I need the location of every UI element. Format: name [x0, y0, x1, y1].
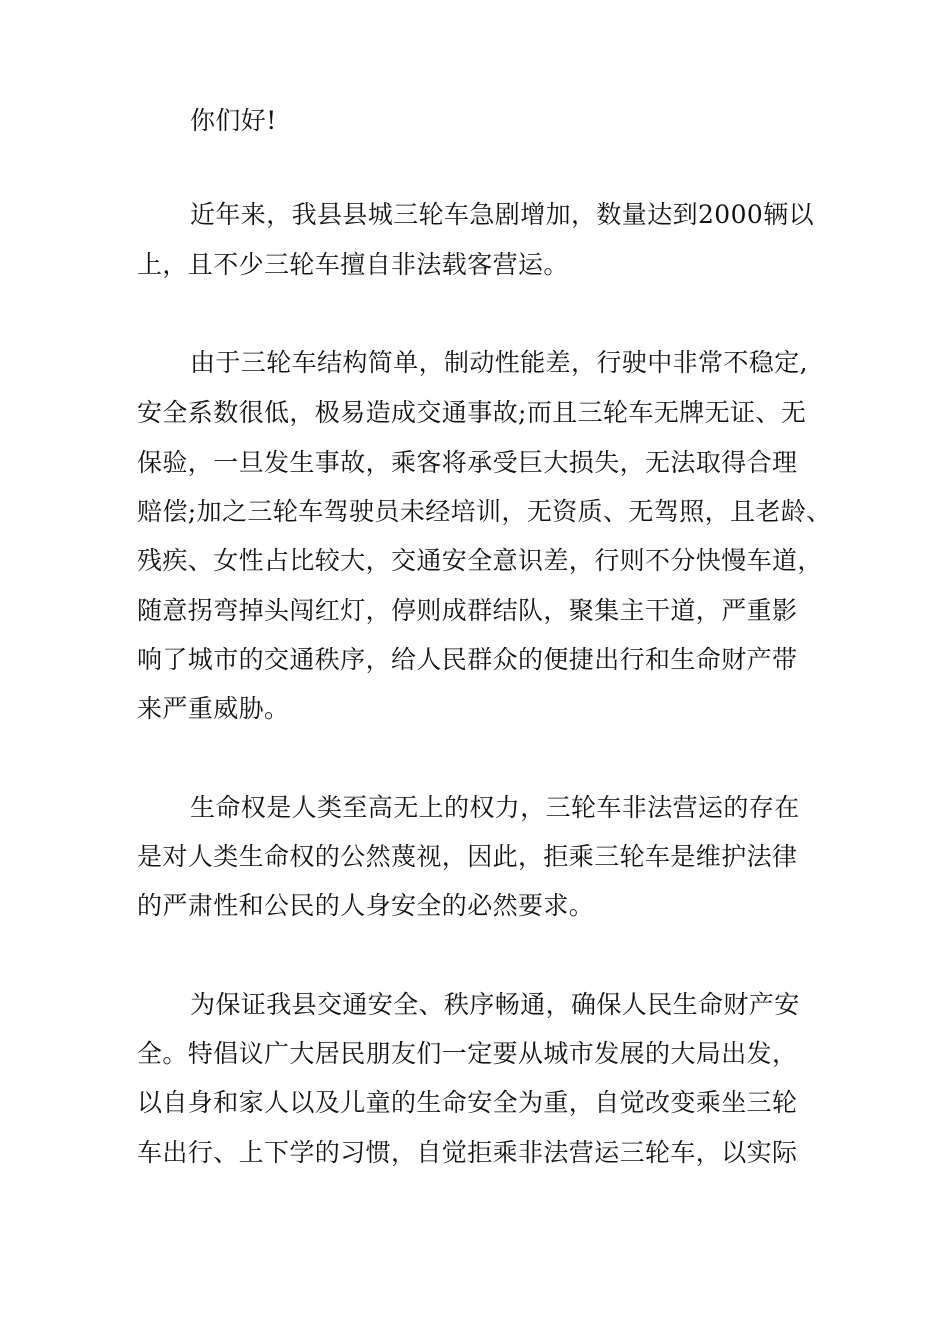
paragraph-line: 赔偿;加之三轮车驾驶员未经培训，无资质、无驾照，且老龄、	[137, 497, 832, 526]
paragraph-line: 生命权是人类至高无上的权力，三轮车非法营运的存在	[190, 793, 800, 822]
paragraph-line: 来严重威胁。	[137, 694, 290, 723]
paragraph-line: 为保证我县交通安全、秩序畅通，确保人民生命财产安	[190, 990, 800, 1019]
paragraph-line: 由于三轮车结构简单，制动性能差，行驶中非常不稳定,	[190, 348, 808, 377]
paragraph-line: 全。特倡议广大居民朋友们一定要从城市发展的大局出发，	[137, 1039, 798, 1068]
paragraph-line: 安全系数很低，极易造成交通事故;而且三轮车无牌无证、无	[137, 398, 807, 427]
paragraph-line: 近年来，我县县城三轮车急剧增加，数量达到2000辆以	[190, 200, 815, 229]
paragraph-line: 上，且不少三轮车擅自非法载客营运。	[137, 250, 569, 279]
paragraph-line: 保验，一旦发生事故，乘客将承受巨大损失，无法取得合理	[137, 448, 798, 477]
paragraph-line: 残疾、女性占比较大，交通安全意识差，行则不分快慢车道，	[137, 546, 823, 575]
paragraph-line: 是对人类生命权的公然蔑视，因此，拒乘三轮车是维护法律	[137, 842, 798, 871]
paragraph-line: 的严肃性和公民的人身安全的必然要求。	[137, 891, 595, 920]
paragraph-line: 响了城市的交通秩序，给人民群众的便捷出行和生命财产带	[137, 645, 798, 674]
paragraph-line: 以自身和家人以及儿童的生命安全为重，自觉改变乘坐三轮	[137, 1088, 798, 1117]
paragraph-line: 车出行、上下学的习惯，自觉拒乘非法营运三轮车，以实际	[137, 1138, 798, 1167]
paragraph-line: 你们好!	[190, 106, 277, 135]
paragraph-line: 随意拐弯掉头闯红灯，停则成群结队，聚集主干道，严重影	[137, 596, 798, 625]
